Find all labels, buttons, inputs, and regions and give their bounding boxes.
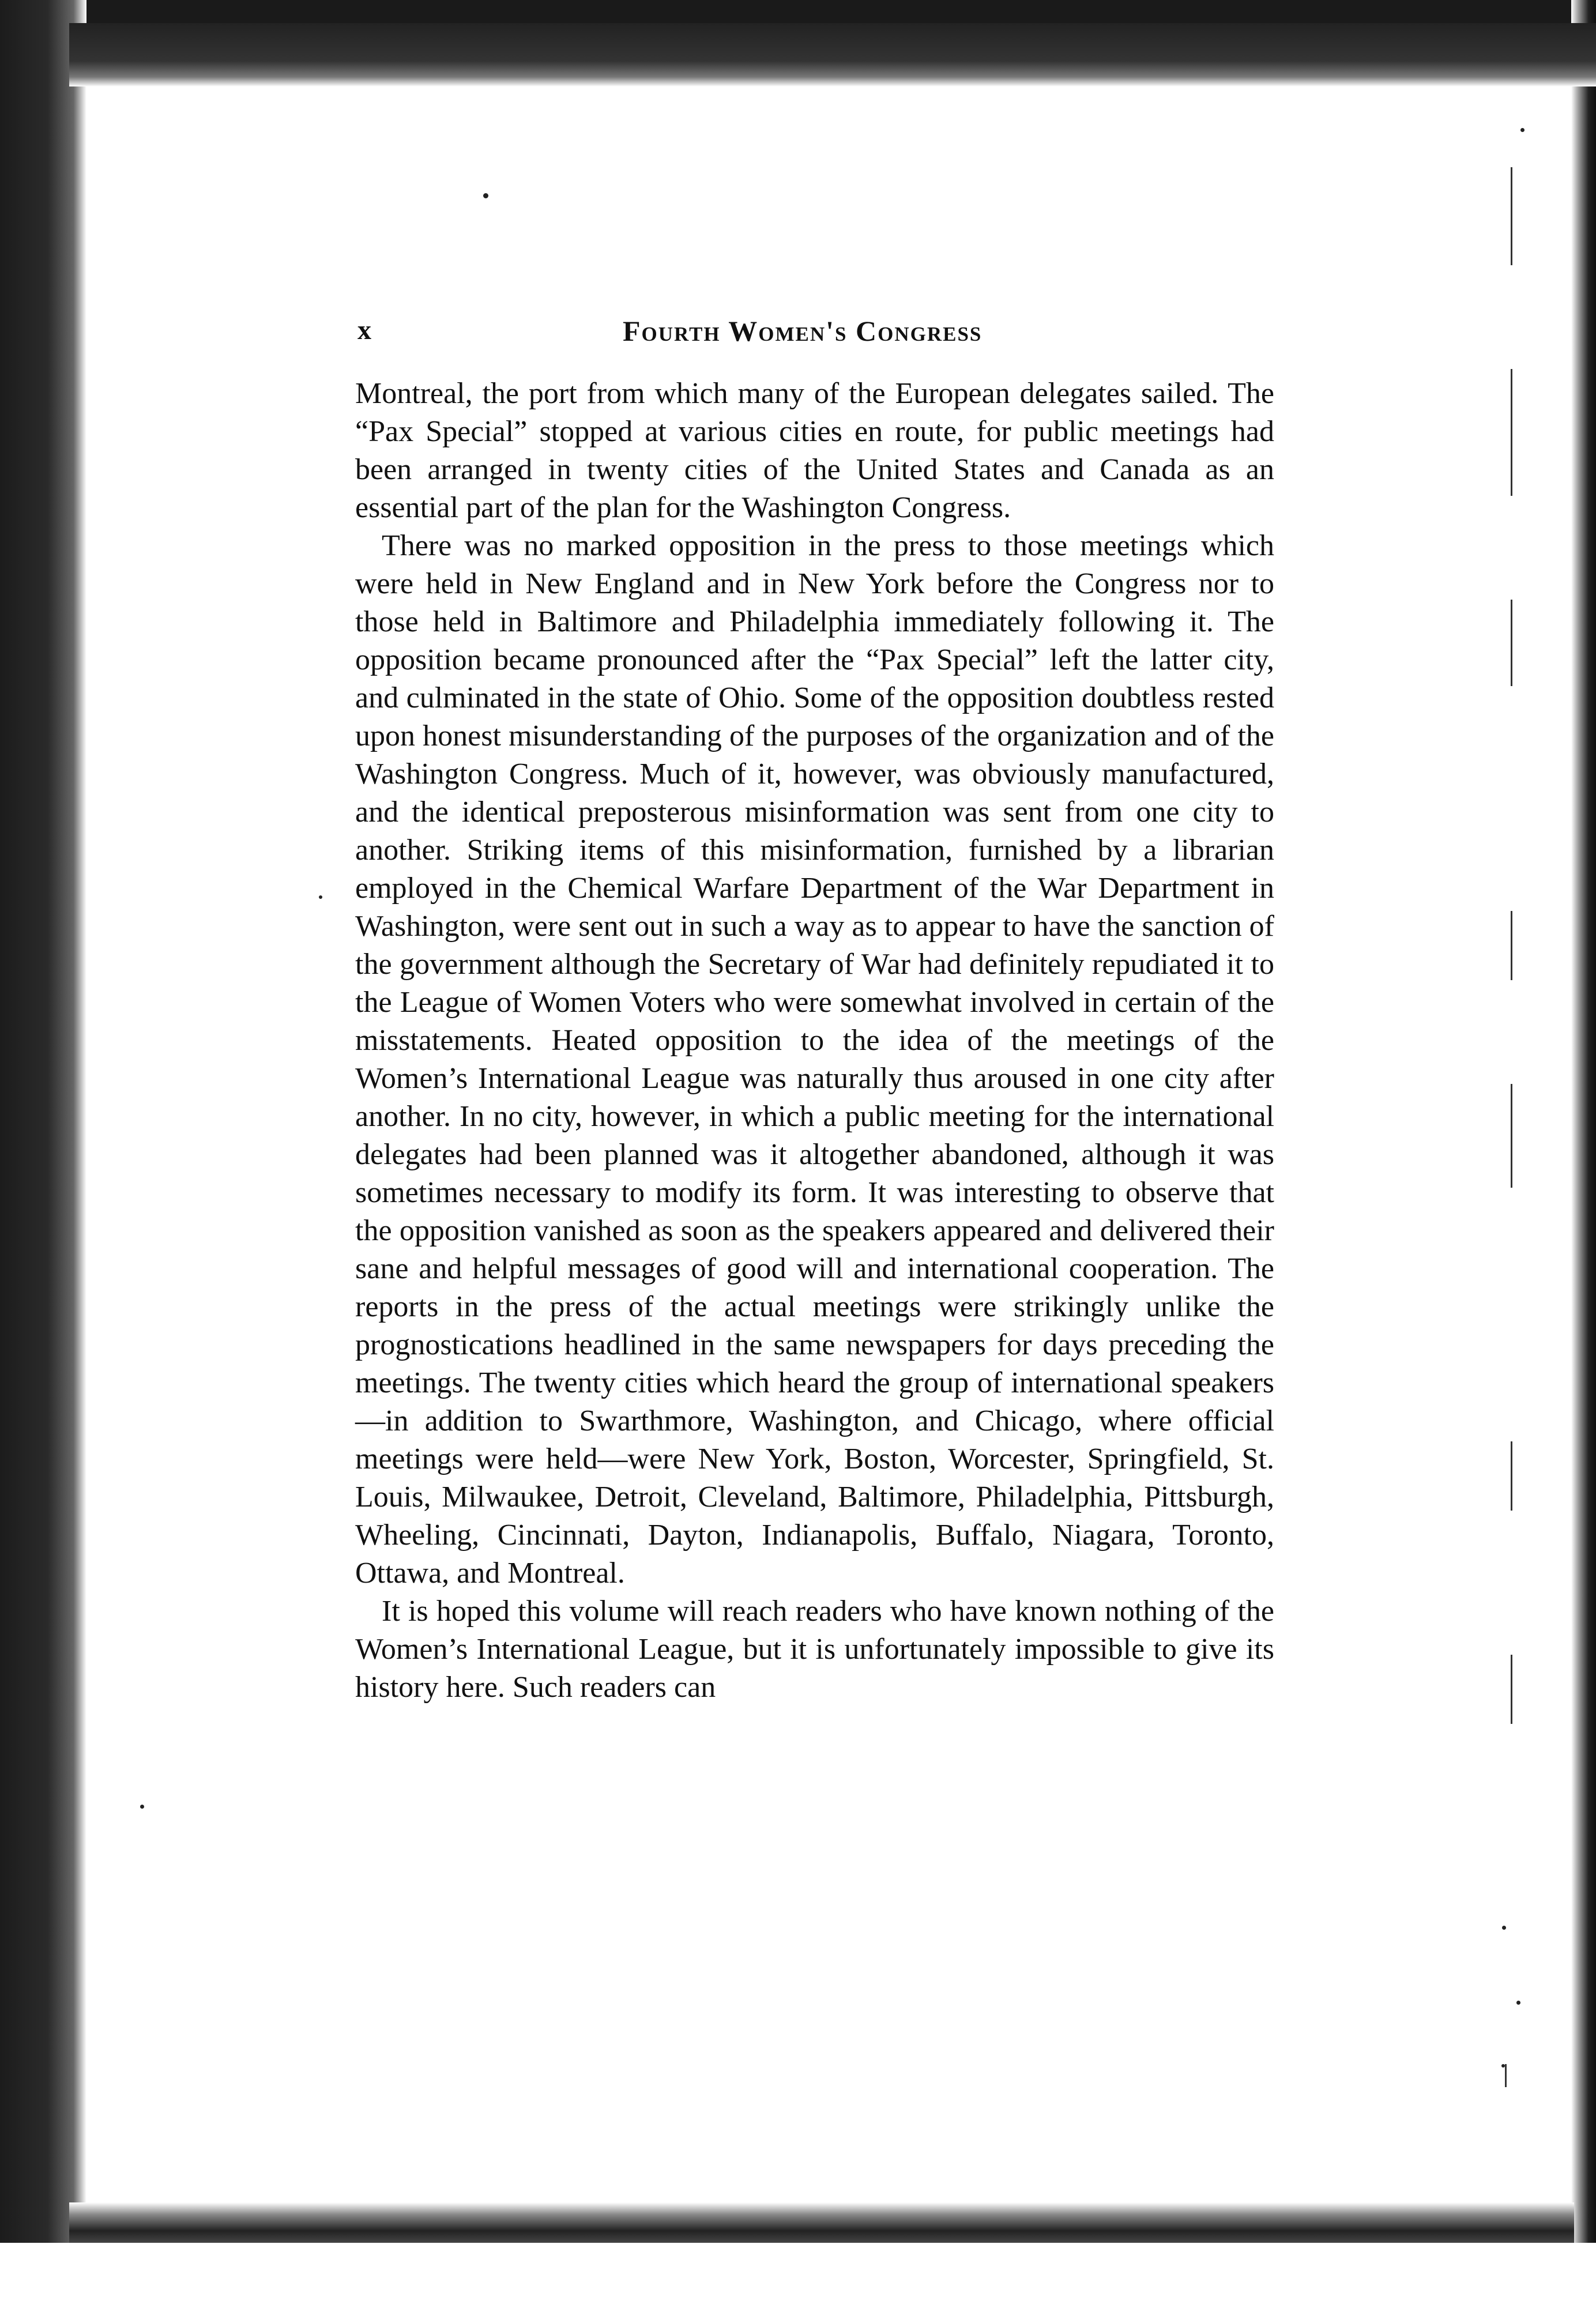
scan-speck: [483, 193, 488, 198]
scan-speck: [319, 895, 322, 899]
scan-border-left: [0, 0, 86, 2297]
page-number: x: [357, 315, 372, 345]
paragraph-opposition: There was no marked opposition in the press to those meetings which were held in New England and in New York before the Congress nor to those held in Baltimore and Philadelphia immediately following it. The opposition became pronounced after the “Pax Special” left the latter city, and culminated in the state of Ohio. Some of the opposition doubtless rested upon honest misunderstanding of the purposes of the organization and of the Washington Congress. Much of it, however, was obviously manufactured, and the identical preposterous misinformation was sent from one city to another. Striking items of this misinformation, furnished by a librarian employed in the Chemical Warfare Department of the War Department in Washington, were sent out in such a way as to appear to have the sanction of the government although the Secretary of War had definitely repudiated it to the League of Women Voters who were somewhat involved in certain of the misstatements. Heated opposition to the idea of the meetings of the Women’s International League was naturally thus aroused in one city after another. In no city, however, in which a public meeting for the international delegates had been planned was it altogether abandoned, although it was sometimes necessary to modify its form. It was interesting to observe that the opposition vanished as soon as the speakers appeared and delivered their sane and helpful messages of good will and international cooperation. The reports in the press of the actual meetings were strikingly unlike the prognostications headlined in the same newspapers for days preceding the meetings. The twenty cities which heard the group of international speakers—in addition to Swarthmore, Washington, and Chicago, where official meetings were held—were New York, Boston, Worcester, Springfield, St. Louis, Milwaukee, Detroit, Cleveland, Baltimore, Philadelphia, Pittsburgh, Wheeling, Cincinnati, Dayton, Indianapolis, Buffalo, Niagara, Toronto, Ottawa, and Montreal.: [355, 529, 1274, 1590]
scan-mark: [1511, 369, 1512, 496]
paragraph-volume: It is hoped this volume will reach readers who have known nothing of the Women’s International League, but it is unfortunately impossible to give its history here. Such readers can: [355, 1595, 1274, 1704]
scan-border-right: [1571, 0, 1596, 2297]
scan-mark: [1505, 2064, 1507, 2087]
scan-mark: [1511, 1655, 1512, 1724]
scan-mark: [1511, 600, 1512, 686]
scan-speck: [140, 1805, 144, 1809]
scan-speck: [1516, 2001, 1520, 2005]
scan-mark: [1511, 1084, 1512, 1188]
body-text: [355, 375, 1274, 1707]
running-title: Fourth Women's Congress: [623, 315, 983, 347]
scan-speck: [1502, 1926, 1506, 1930]
scan-border-bottom: [69, 2202, 1574, 2243]
scan-speck: [1520, 128, 1525, 132]
scan-margin-bottom: [0, 2243, 1596, 2297]
scan-border-top-shadow: [69, 23, 1596, 86]
scan-mark: [1511, 1441, 1512, 1511]
scan-mark: [1511, 911, 1512, 980]
running-head: [357, 314, 1280, 355]
scan-mark: [1511, 167, 1512, 265]
paragraph-continued: Montreal, the port from which many of the European delegates sailed. The “Pax Special” stopped at various cities en route, for public meetings had been arranged in twenty cities of the United States and Canada as an essential part of the plan for the Washington Congress.: [355, 377, 1274, 524]
scan-border-top: [0, 0, 1596, 23]
